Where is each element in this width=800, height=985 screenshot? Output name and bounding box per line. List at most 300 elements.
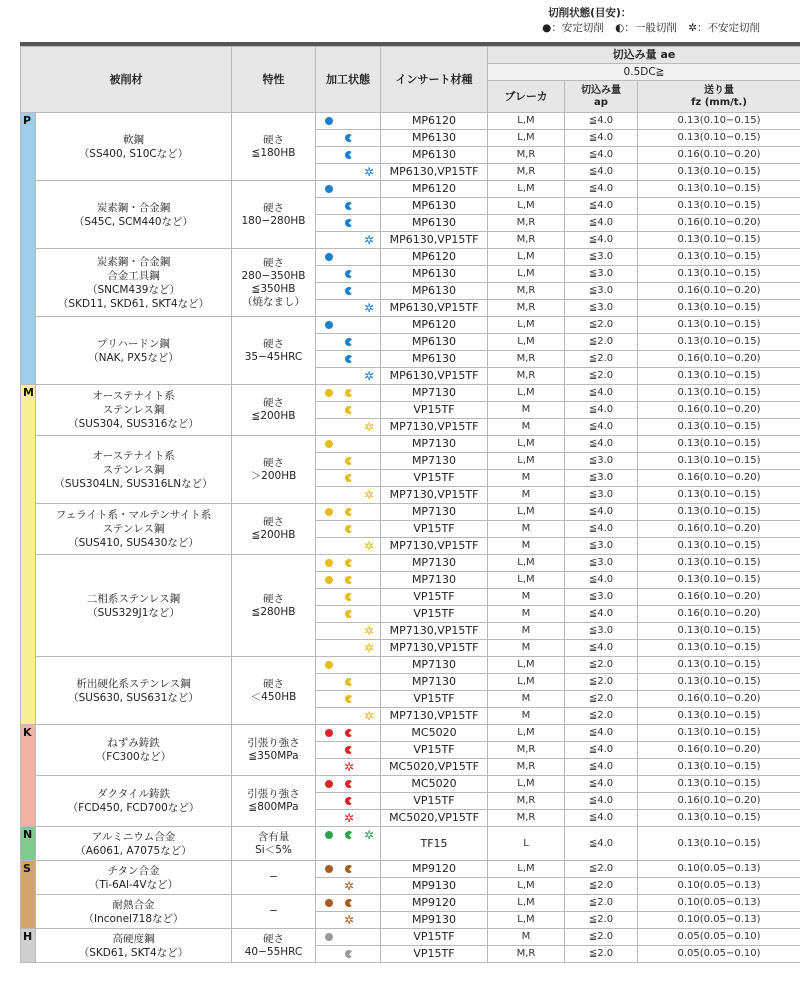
property-line: 硬さ [263,677,284,690]
feed-fz: 0.13(0.10−0.15) [638,640,800,657]
state-cell [316,793,381,810]
feed-fz: 0.16(0.10−0.20) [638,691,800,708]
depth-of-cut-ap: ≦2.0 [565,657,638,674]
material-line: フェライト系・マルテンサイト系 [55,509,212,521]
header-breaker: ブレーカ [488,81,565,113]
property-line: （焼なまし） [242,295,305,308]
feed-fz: 0.13(0.10−0.15) [638,555,800,572]
property-line: ≦350HB [251,282,296,295]
material-cell [36,504,232,555]
table-row [21,555,800,572]
insert-grade: MC5020 [381,725,488,742]
depth-of-cut-ap: ≦3.0 [565,453,638,470]
material-cell [36,317,232,385]
property-line: ≦350MPa [248,750,299,762]
general-cut-icon [344,575,354,585]
breaker: M [488,521,565,538]
feed-fz: 0.13(0.10−0.15) [638,385,800,402]
breaker: M [488,708,565,725]
breaker: M,R [488,351,565,368]
property-line: 280−350HB [241,269,306,282]
unstable-cut-icon: ✲ [364,624,375,638]
breaker: M [488,419,565,436]
depth-of-cut-ap: ≦3.0 [565,589,638,606]
state-cell [316,181,381,198]
state-cell [316,249,381,266]
material-line: （A6061, A7075など） [75,844,192,857]
feed-fz: 0.13(0.10−0.15) [638,249,800,266]
state-cell [316,521,381,538]
state-cell [316,470,381,487]
material-line: （SKD61, SKT4など） [78,946,189,959]
unstable-cut-icon: ✲ [364,165,375,179]
general-cut-icon [344,728,354,738]
state-cell [316,453,381,470]
material-line: （FCD450, FCD700など） [67,802,200,814]
depth-of-cut-ap: ≦4.0 [565,402,638,419]
depth-of-cut-ap: ≦2.0 [565,351,638,368]
property-line: ≦180HB [251,146,296,159]
feed-fz: 0.13(0.10−0.15) [638,419,800,436]
depth-of-cut-ap: ≦4.0 [565,147,638,164]
insert-grade: MC5020,VP15TF [381,759,488,776]
state-cell [316,674,381,691]
material-line: オーステナイト系 [92,449,175,462]
general-cut-icon [344,405,354,415]
state-cell [316,708,381,725]
category-code: S [21,861,36,929]
feed-fz: 0.05(0.05−0.10) [638,946,800,963]
state-cell [316,385,381,402]
general-cut-icon [344,864,354,874]
insert-grade: MP7130 [381,385,488,402]
unstable-cut-icon: ✲ [688,22,697,34]
stable-cut-icon [324,439,334,449]
depth-of-cut-ap: ≦4.0 [565,385,638,402]
depth-of-cut-ap: ≦3.0 [565,266,638,283]
unstable-cut-icon: ✲ [344,913,355,927]
property-line: 硬さ [263,932,284,945]
material-line: （NAK, PX5など） [88,351,179,364]
breaker: M,R [488,742,565,759]
insert-grade: MP6130 [381,334,488,351]
table-row [21,929,800,946]
depth-of-cut-ap: ≦3.0 [565,538,638,555]
unstable-cut-icon: ✲ [344,879,355,893]
depth-of-cut-ap: ≦3.0 [565,555,638,572]
insert-grade: MP9120 [381,861,488,878]
breaker: M,R [488,759,565,776]
depth-of-cut-ap: ≦4.0 [565,504,638,521]
state-cell [316,827,381,861]
category-code: M [21,385,36,725]
table-row [21,504,800,521]
material-line: 炭素鋼・合金鋼 [96,201,171,214]
header-insert: インサート材種 [381,47,488,113]
material-cell [36,385,232,436]
general-cut-icon [344,150,354,160]
header-ap-sub: ap [594,96,608,108]
stable-cut-icon [324,898,334,908]
state-cell [316,589,381,606]
insert-grade: MP7130,VP15TF [381,538,488,555]
breaker: L,M [488,912,565,929]
feed-fz: 0.13(0.10−0.15) [638,776,800,793]
property-line: 硬さ [263,592,284,605]
unstable-cut-icon: ✲ [364,539,375,553]
feed-fz: 0.13(0.10−0.15) [638,334,800,351]
feed-fz: 0.13(0.10−0.15) [638,436,800,453]
general-cut-icon [344,473,354,483]
unstable-cut-icon: ✲ [364,420,375,434]
header-material: 被削材 [21,47,232,113]
breaker: M,R [488,793,565,810]
feed-fz: 0.13(0.10−0.15) [638,674,800,691]
state-cell [316,402,381,419]
material-line: 合金工具鋼 [107,269,160,282]
depth-of-cut-ap: ≦2.0 [565,691,638,708]
feed-fz: 0.16(0.10−0.20) [638,283,800,300]
feed-fz: 0.13(0.10−0.15) [638,300,800,317]
general-cut-icon [344,388,354,398]
table-row [21,113,800,130]
depth-of-cut-ap: ≦4.0 [565,521,638,538]
feed-fz: 0.13(0.10−0.15) [638,538,800,555]
insert-grade: MP6130,VP15TF [381,232,488,249]
state-cell [316,198,381,215]
property-cell [232,555,316,657]
state-cell [316,436,381,453]
breaker: L,M [488,725,565,742]
insert-grade: MP7130 [381,572,488,589]
table-row [21,249,800,266]
header-ae-value: 0.5DC≧ [488,64,800,81]
material-cell [36,895,232,929]
breaker: M [488,487,565,504]
property-line: 40−55HRC [244,945,303,958]
property-line: 硬さ [263,201,284,214]
depth-of-cut-ap: ≦4.0 [565,640,638,657]
property-line: ≦280HB [251,605,296,618]
feed-fz: 0.10(0.05−0.13) [638,895,800,912]
feed-fz: 0.10(0.05−0.13) [638,878,800,895]
state-cell [316,776,381,793]
legend [542,6,768,36]
material-cell [36,181,232,249]
unstable-cut-icon: ✲ [344,760,355,774]
breaker: M,R [488,164,565,181]
breaker: M,R [488,283,565,300]
stable-cut-icon [324,728,334,738]
depth-of-cut-ap: ≦2.0 [565,946,638,963]
insert-grade: VP15TF [381,691,488,708]
property-cell [232,861,316,895]
insert-grade: MP7130,VP15TF [381,487,488,504]
insert-grade: MP7130 [381,504,488,521]
category-code: N [21,827,36,861]
depth-of-cut-ap: ≦4.0 [565,181,638,198]
state-cell [316,419,381,436]
depth-of-cut-ap: ≦4.0 [565,793,638,810]
insert-grade: MP7130 [381,674,488,691]
breaker: L,M [488,572,565,589]
insert-grade: MP7130,VP15TF [381,419,488,436]
state-cell [316,929,381,946]
breaker: L,M [488,113,565,130]
depth-of-cut-ap: ≦4.0 [565,436,638,453]
state-cell [316,878,381,895]
table-row [21,776,800,793]
material-cell [36,861,232,895]
general-cut-icon [344,558,354,568]
breaker: L,M [488,181,565,198]
material-line: （FC300など） [95,751,172,763]
breaker: M [488,589,565,606]
state-cell [316,861,381,878]
state-cell [316,232,381,249]
material-line: 軟鋼 [123,133,144,146]
breaker: M [488,402,565,419]
material-line: （SUS410, SUS430など） [68,537,199,549]
legend-stable: ●：安定切削 [542,22,604,34]
insert-grade: VP15TF [381,946,488,963]
table-row [21,436,800,453]
breaker: L,M [488,334,565,351]
depth-of-cut-ap: ≦2.0 [565,368,638,385]
feed-fz: 0.13(0.10−0.15) [638,198,800,215]
state-cell [316,725,381,742]
material-cell [36,555,232,657]
stable-cut-icon [324,116,334,126]
breaker: M [488,606,565,623]
feed-fz: 0.13(0.10−0.15) [638,113,800,130]
material-cell [36,929,232,963]
header-fz-sub: fz (mm/t.) [691,96,747,108]
material-line: （S45C, SCM440など） [73,215,194,228]
depth-of-cut-ap: ≦4.0 [565,164,638,181]
feed-fz: 0.16(0.10−0.20) [638,589,800,606]
category-code: H [21,929,36,963]
material-line: ステンレス鋼 [102,463,165,476]
property-line: ≦200HB [251,529,296,541]
state-cell [316,504,381,521]
insert-grade: MP6120 [381,113,488,130]
depth-of-cut-ap: ≦4.0 [565,130,638,147]
property-line: 硬さ [263,133,284,146]
breaker: L,M [488,776,565,793]
depth-of-cut-ap: ≦4.0 [565,742,638,759]
table-row [21,725,800,742]
insert-grade: MP6130,VP15TF [381,368,488,385]
depth-of-cut-ap: ≦2.0 [565,895,638,912]
insert-grade: VP15TF [381,742,488,759]
breaker: M [488,640,565,657]
breaker: L,M [488,198,565,215]
material-cell [36,249,232,317]
breaker: L [488,827,565,861]
property-cell [232,895,316,929]
property-line: 硬さ [263,256,284,269]
property-cell [232,657,316,725]
material-line: （Inconel718など） [83,912,184,925]
insert-grade: MP7130 [381,555,488,572]
feed-fz: 0.16(0.10−0.20) [638,351,800,368]
feed-fz: 0.05(0.05−0.10) [638,929,800,946]
material-line: （SUS304, SUS316など） [68,418,199,430]
depth-of-cut-ap: ≦2.0 [565,334,638,351]
insert-grade: MP6130,VP15TF [381,164,488,181]
material-line: プリハードン鋼 [97,337,170,350]
property-cell [232,385,316,436]
unstable-cut-icon: ✲ [364,641,375,655]
depth-of-cut-ap: ≦4.0 [565,776,638,793]
state-cell [316,368,381,385]
breaker: M,R [488,147,565,164]
general-cut-icon [344,354,354,364]
stable-cut-icon [324,252,334,262]
property-line: 硬さ [263,337,284,350]
insert-grade: VP15TF [381,402,488,419]
category-code: P [21,113,36,385]
table-row [21,861,800,878]
property-line: 引張り強さ [247,788,300,800]
material-line: ステンレス鋼 [102,523,165,535]
general-cut-icon [344,949,354,959]
general-cut-icon [344,592,354,602]
state-cell [316,759,381,776]
feed-fz: 0.13(0.10−0.15) [638,623,800,640]
state-cell [316,283,381,300]
property-line: − [269,905,278,917]
insert-grade: VP15TF [381,606,488,623]
property-cell [232,725,316,776]
property-line: ＜450HB [250,690,297,703]
state-cell [316,742,381,759]
material-line: （SUS630, SUS631など） [68,691,199,704]
insert-grade: MP9120 [381,895,488,912]
category-code: K [21,725,36,827]
state-cell [316,266,381,283]
insert-grade: MP6130 [381,215,488,232]
feed-fz: 0.16(0.10−0.20) [638,793,800,810]
depth-of-cut-ap: ≦4.0 [565,232,638,249]
insert-grade: MP6120 [381,249,488,266]
depth-of-cut-ap: ≦4.0 [565,606,638,623]
stable-cut-icon [324,558,334,568]
state-cell [316,215,381,232]
depth-of-cut-ap: ≦4.0 [565,827,638,861]
breaker: L,M [488,385,565,402]
depth-of-cut-ap: ≦2.0 [565,912,638,929]
material-line: チタン合金 [107,864,160,877]
state-cell [316,538,381,555]
general-cut-icon [344,898,354,908]
property-line: 硬さ [263,456,284,469]
property-cell [232,113,316,181]
general-cut-icon [344,286,354,296]
feed-fz: 0.16(0.10−0.20) [638,402,800,419]
property-cell [232,929,316,963]
breaker: M [488,691,565,708]
property-cell [232,181,316,249]
insert-grade: MC5020 [381,776,488,793]
stable-cut-icon [324,320,334,330]
feed-fz: 0.10(0.05−0.13) [638,912,800,929]
stable-cut-icon [324,507,334,517]
depth-of-cut-ap: ≦4.0 [565,215,638,232]
general-cut-icon [344,609,354,619]
insert-grade: MP7130,VP15TF [381,640,488,657]
feed-fz: 0.13(0.10−0.15) [638,759,800,776]
general-cut-icon [344,337,354,347]
property-cell [232,317,316,385]
legend-unstable: ✲：不安定切削 [688,22,760,34]
state-cell [316,657,381,674]
depth-of-cut-ap: ≦3.0 [565,623,638,640]
feed-fz: 0.16(0.10−0.20) [638,521,800,538]
table-row [21,317,800,334]
property-line: 35−45HRC [244,350,303,363]
feed-fz: 0.13(0.10−0.15) [638,130,800,147]
state-cell [316,317,381,334]
breaker: M,R [488,946,565,963]
insert-grade: MP6130 [381,351,488,368]
breaker: L,M [488,504,565,521]
breaker: M [488,470,565,487]
general-cut-icon [344,745,354,755]
material-line: （SUS329J1など） [87,606,180,619]
material-line: 炭素鋼・合金鋼 [96,255,171,268]
depth-of-cut-ap: ≦4.0 [565,810,638,827]
legend-general: ◐：一般切削 [615,22,677,34]
material-line: オーステナイト系 [92,390,175,402]
general-cut-icon [344,779,354,789]
state-cell [316,351,381,368]
breaker: L,M [488,861,565,878]
property-line: − [269,871,278,883]
stable-cut-icon [324,184,334,194]
breaker: M [488,929,565,946]
header-ae: 切込み量 ae [488,47,800,64]
stable-cut-icon [324,932,334,942]
breaker: L,M [488,436,565,453]
material-line: 高硬度鋼 [112,932,155,945]
insert-grade: VP15TF [381,589,488,606]
depth-of-cut-ap: ≦2.0 [565,317,638,334]
insert-grade: MP6120 [381,181,488,198]
header-ap-label: 切込み量 [581,84,621,96]
property-line: ≦200HB [251,410,296,422]
legend-items [542,21,768,36]
property-line: 引張り強さ [247,737,300,749]
state-cell [316,487,381,504]
insert-grade: MP6130 [381,130,488,147]
material-line: ねずみ鋳鉄 [107,737,160,749]
unstable-cut-icon: ✲ [364,369,375,383]
material-line: （SUS304LN, SUS316LNなど） [54,477,213,490]
insert-grade: MP7130,VP15TF [381,623,488,640]
depth-of-cut-ap: ≦2.0 [565,929,638,946]
stable-cut-icon [324,779,334,789]
feed-fz: 0.13(0.10−0.15) [638,317,800,334]
material-cell [36,113,232,181]
unstable-cut-icon: ✲ [364,488,375,502]
breaker: L,M [488,555,565,572]
general-cut-icon [344,133,354,143]
feed-fz: 0.13(0.10−0.15) [638,487,800,504]
depth-of-cut-ap: ≦3.0 [565,283,638,300]
general-cut-icon [344,796,354,806]
